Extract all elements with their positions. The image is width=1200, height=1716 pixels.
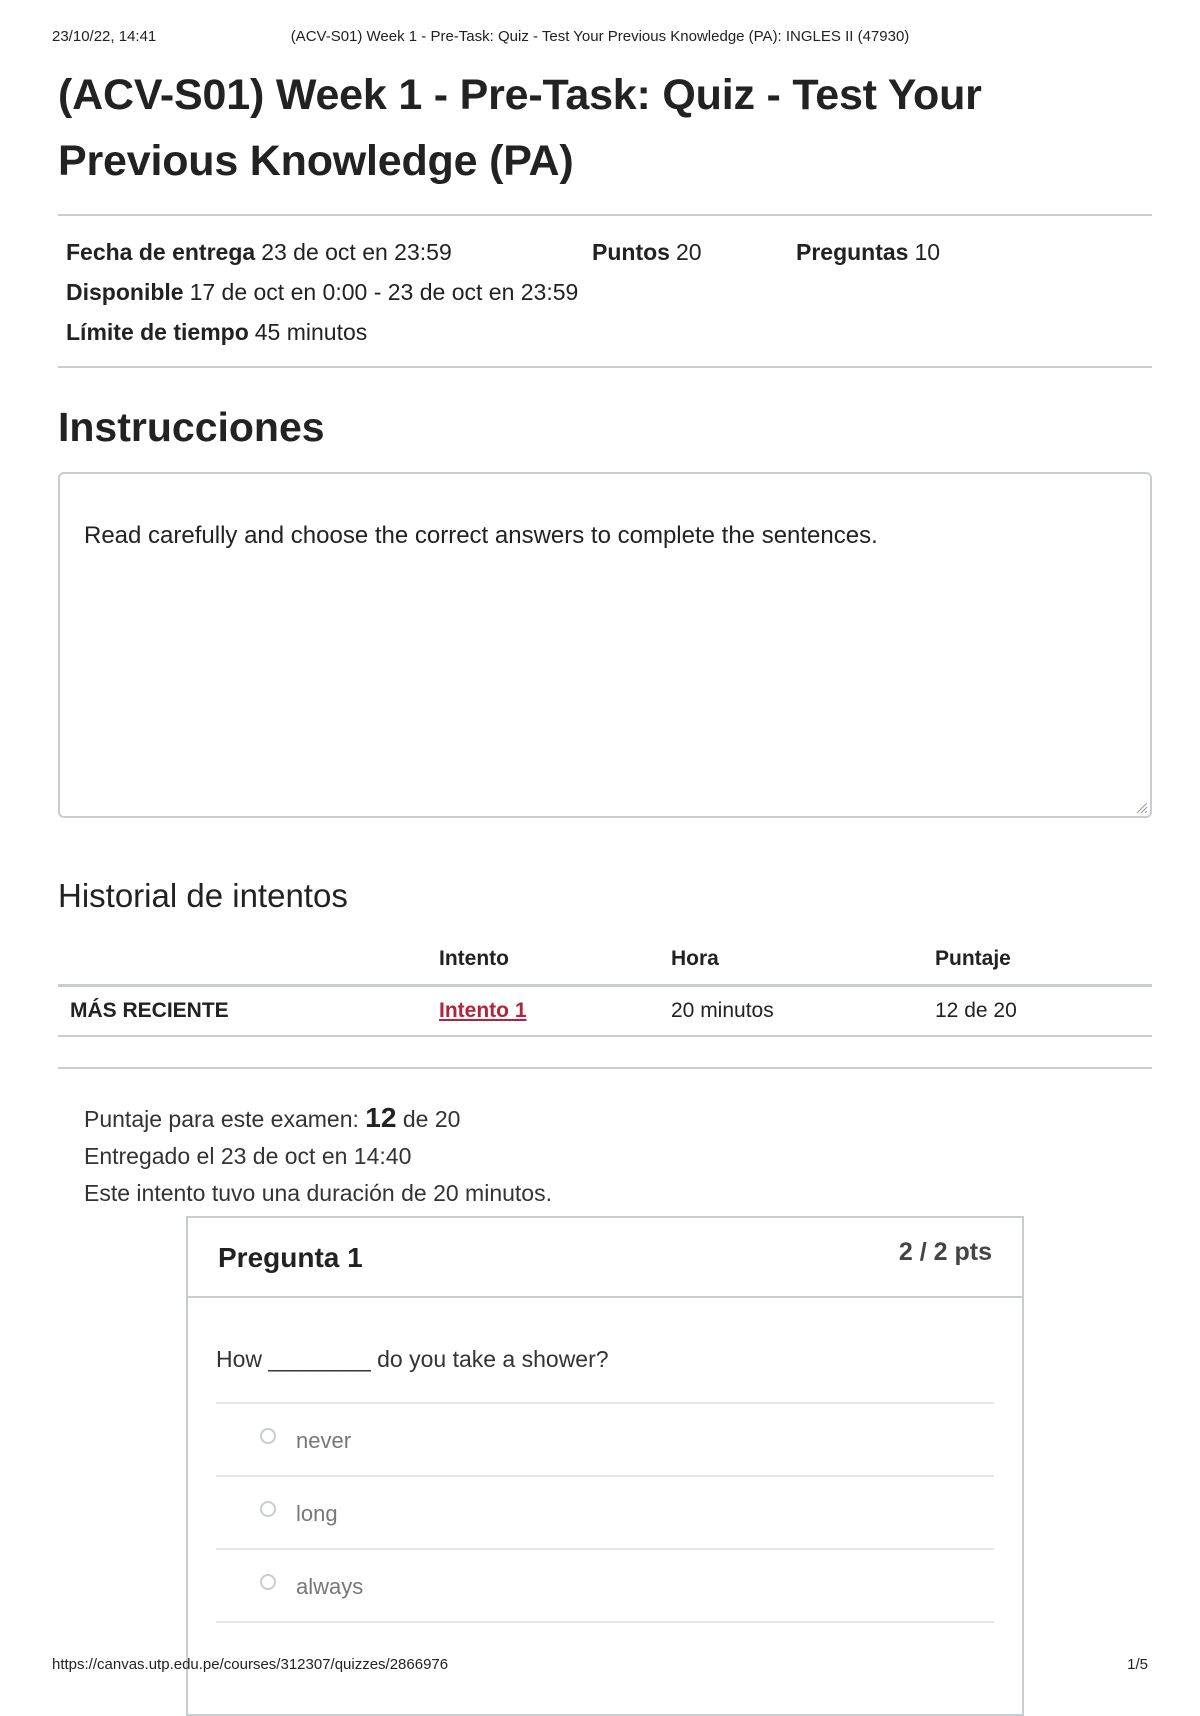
question-header — [188, 1218, 1022, 1298]
answer-label: never — [296, 1428, 352, 1453]
score-summary — [84, 1099, 1152, 1212]
print-url: https://canvas.utp.edu.pe/courses/312307/quizzes/2866976 — [52, 1656, 449, 1673]
question-name: Pregunta 1 — [218, 1242, 363, 1273]
due-date-value: 23 de oct en 23:59 — [261, 239, 452, 265]
divider — [58, 366, 1152, 368]
print-date: 23/10/22, 14:41 — [52, 28, 157, 45]
attempt-status: MÁS RECIENTE — [58, 986, 438, 1037]
score-line — [84, 1099, 1152, 1138]
due-date — [66, 239, 452, 265]
table-row — [58, 986, 1152, 1037]
answer-label: long — [296, 1501, 338, 1526]
column-header-status — [58, 934, 438, 986]
points-label: Puntos — [592, 239, 670, 265]
instructions-heading: Instrucciones — [58, 404, 325, 450]
questions-value: 10 — [914, 239, 941, 265]
attempt-score: 12 de 20 — [934, 986, 1152, 1037]
column-header-time: Hora — [670, 934, 934, 986]
question-body — [188, 1298, 1022, 1623]
score-suffix: de 20 — [396, 1106, 461, 1132]
answer-option-never[interactable] — [216, 1404, 994, 1477]
print-document-title: (ACV-S01) Week 1 - Pre-Task: Quiz - Test Your Previous Knowledge (PA): INGLES II (47930) — [290, 28, 910, 45]
attempt-history-table — [58, 934, 1152, 1037]
attempt-cell — [438, 986, 670, 1037]
radio-button[interactable] — [260, 1428, 276, 1444]
page-title: (ACV-S01) Week 1 - Pre-Task: Quiz - Test Your Previous Knowledge (PA) — [58, 71, 982, 185]
instructions-box[interactable] — [58, 472, 1152, 818]
time-limit-label: Límite de tiempo — [66, 319, 249, 345]
radio-button[interactable] — [260, 1574, 276, 1590]
questions-label: Preguntas — [796, 239, 909, 265]
column-header-attempt: Intento — [438, 934, 670, 986]
duration-text: Este intento tuvo una duración de 20 minutos. — [84, 1180, 552, 1206]
attempt-time: 20 minutos — [670, 986, 934, 1037]
answer-option-always[interactable] — [216, 1550, 994, 1623]
points — [592, 232, 702, 272]
question-points: 2 / 2 pts — [898, 1238, 992, 1266]
points-value: 20 — [675, 239, 702, 265]
radio-button[interactable] — [260, 1501, 276, 1517]
answer-option-long[interactable] — [216, 1477, 994, 1550]
attempt-history-heading: Historial de intentos — [58, 877, 348, 914]
due-date-label: Fecha de entrega — [66, 239, 256, 265]
quiz-content — [58, 62, 1152, 1212]
print-header — [52, 28, 1148, 48]
page-number: 1/5 — [1127, 1656, 1148, 1673]
resize-grip-icon[interactable] — [1134, 800, 1148, 814]
available-value: 17 de oct en 0:00 - 23 de oct en 23:59 — [189, 279, 579, 305]
question-text: How ________ do you take a shower? — [216, 1298, 994, 1404]
instructions-text: Read carefully and choose the correct answers to complete the sentences. — [84, 522, 878, 549]
score-prefix: Puntaje para este examen: — [84, 1106, 366, 1132]
score-value: 12 — [365, 1102, 397, 1133]
divider — [58, 1067, 1152, 1069]
quiz-details — [58, 216, 1152, 366]
submitted-text: Entregado el 23 de oct en 14:40 — [84, 1143, 412, 1169]
questions-count — [796, 232, 940, 272]
column-header-score: Puntaje — [934, 934, 1152, 986]
attempt-link[interactable]: Intento 1 — [439, 999, 527, 1022]
available-label: Disponible — [66, 279, 184, 305]
time-limit-value: 45 minutos — [254, 319, 368, 345]
question-1 — [186, 1216, 1024, 1716]
table-header-row — [58, 934, 1152, 986]
answer-label: always — [296, 1574, 364, 1599]
